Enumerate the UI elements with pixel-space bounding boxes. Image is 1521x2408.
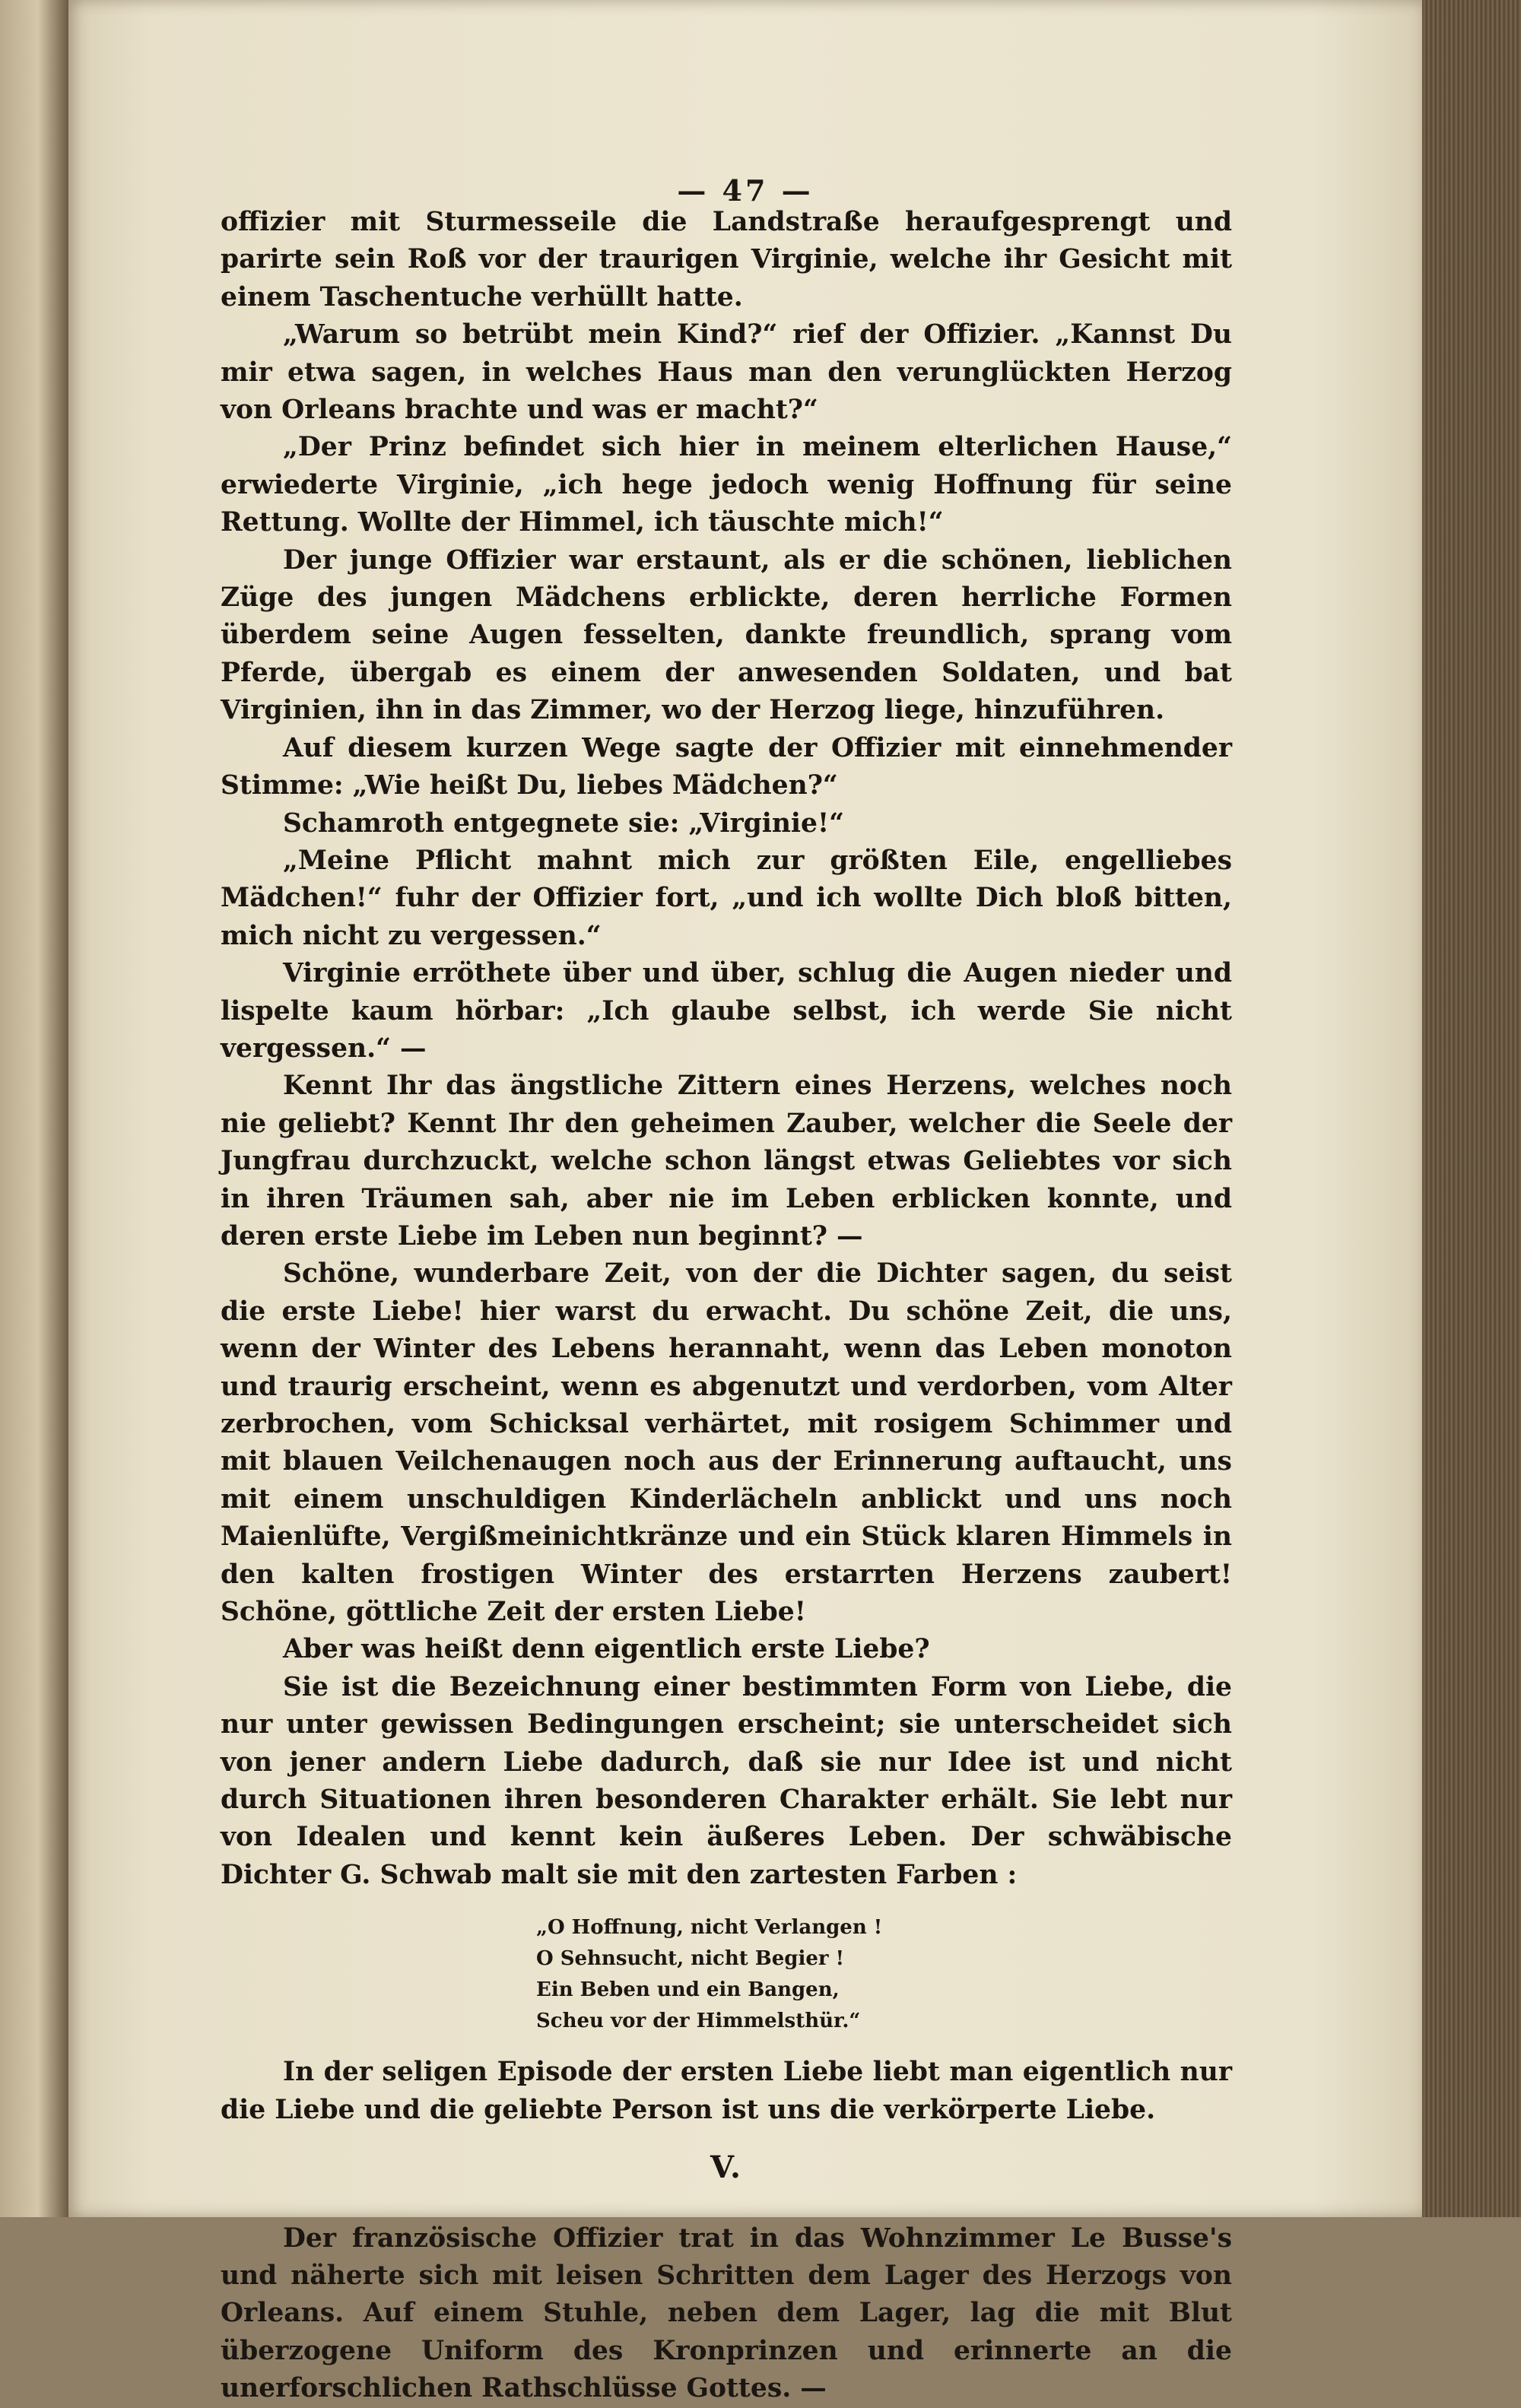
paragraph: Der junge Offizier war erstaunt, als er die schönen, lieblichen Züge des jungen Mädchens erblickte, deren herrliche Formen überdem seine Augen fesselten, dankte freundlich, sprang vom Pferde, übergab es einem der anwesenden Soldaten, und bat Virginien, ihn in das Zimmer, wo der Herzog liege, hinzuführen.: [221, 544, 1232, 726]
book-page: [68, 0, 1422, 2404]
paragraph: „Der Prinz befindet sich hier in meinem elterlichen Hause,“ erwiederte Virginie, „ich hege jedoch wenig Hoffnung für seine Rettung. Wollte der Himmel, ich täuschte mich!“: [221, 432, 1232, 538]
page-block-edge: [1422, 0, 1521, 2217]
facing-page-edge: [0, 0, 68, 2217]
poem-line: Ein Beben und ein Bangen,: [536, 1978, 840, 2002]
poem-line: „O Hoffnung, nicht Verlangen !: [536, 1916, 883, 1940]
paragraph: Schöne, wunderbare Zeit, von der die Dichter sagen, du seist die erste Liebe! hier warst du erwacht. Du schöne Zeit, die uns, wenn der Winter des Lebens herannaht, wenn das Leben monoton und traurig erscheint, wenn es abgenutzt und verdorben, vom Alter zerbrochen, vom Schicksal verhärtet, mit rosigem Schimmer und mit blauen Veilchenaugen noch aus der Erinnerung auftaucht, uns mit einem unschuldigen Kinderlächeln anblickt und uns noch Maienlüfte, Vergißmeinichtkränze und ein Stück klaren Himmels in den kalten frostigen Winter des erstarrten Herzens zaubert! Schöne, göttliche Zeit der ersten Liebe!: [221, 1258, 1232, 1628]
paragraph: Sie ist die Bezeichnung einer bestimmten Form von Liebe, die nur unter gewissen Bedingungen erscheint; sie unterscheidet sich von jener andern Liebe dadurch, daß sie nur Idee ist und nicht durch Situationen ihren besonderen Charakter erhält. Sie lebt nur von Idealen und kennt kein äußeres Leben. Der schwäbische Dichter G. Schwab malt sie mit den zartesten Farben :: [221, 1671, 1232, 1890]
paragraph: „Meine Pflicht mahnt mich zur größten Eile, engelliebes Mädchen!“ fuhr der Offizier fort, „und ich wollte Dich bloß bitten, mich nicht zu vergessen.“: [221, 845, 1232, 951]
paragraph: Auf diesem kurzen Wege sagte der Offizier mit einnehmender Stimme: „Wie heißt Du, liebes Mädchen?“: [221, 732, 1232, 801]
paragraph: Aber was heißt denn eigentlich erste Liebe?: [283, 1634, 930, 1665]
page-body: [221, 204, 1232, 2408]
paragraph: Der französische Offizier trat in das Wohnzimmer Le Busse's und näherte sich mit leisen Schritten dem Lager des Herzogs von Orleans. Auf einem Stuhle, neben dem Lager, lag die mit Blut überzogene Uniform des Kronprinzen und erinnerte an die unerforschlichen Rathschlüsse Gottes. —: [221, 2222, 1232, 2404]
poem-line: Scheu vor der Himmelsthür.“: [536, 2010, 861, 2033]
page-number: — 47 —: [677, 173, 814, 208]
paragraph: Schamroth entgegnete sie: „Virginie!“: [283, 807, 844, 839]
paragraph: Kennt Ihr das ängstliche Zittern eines Herzens, welches noch nie geliebt? Kennt Ihr den geheimen Zauber, welcher die Seele der Jungfrau durchzuckt, welche schon längst etwas Geliebtes vor sich in ihren Träumen sah, aber nie im Leben erblicken konnte, und deren erste Liebe im Leben nun beginnt? —: [221, 1071, 1232, 1252]
paragraph: offizier mit Sturmesseile die Landstraße heraufgesprengt und parirte sein Roß vor der traurigen Virginie, welche ihr Gesicht mit einem Taschentuche verhüllt hatte.: [221, 207, 1232, 313]
paragraph: In der seligen Episode der ersten Liebe liebt man eigentlich nur die Liebe und die geliebte Person ist uns die verkörperte Liebe.: [221, 2057, 1232, 2125]
paragraph: „Warum so betrübt mein Kind?“ rief der Offizier. „Kannst Du mir etwa sagen, in welches Haus man den verunglückten Herzog von Orleans brachte und was er macht?“: [221, 319, 1232, 426]
poem-line: O Sehnsucht, nicht Begier !: [536, 1947, 845, 1971]
poem-quote: [536, 1912, 1232, 2037]
paragraph: Virginie erröthete über und über, schlug die Augen nieder und lispelte kaum hörbar: „Ich glaube selbst, ich werde Sie nicht vergessen.“ —: [221, 958, 1232, 1064]
section-heading: V.: [710, 2149, 742, 2186]
